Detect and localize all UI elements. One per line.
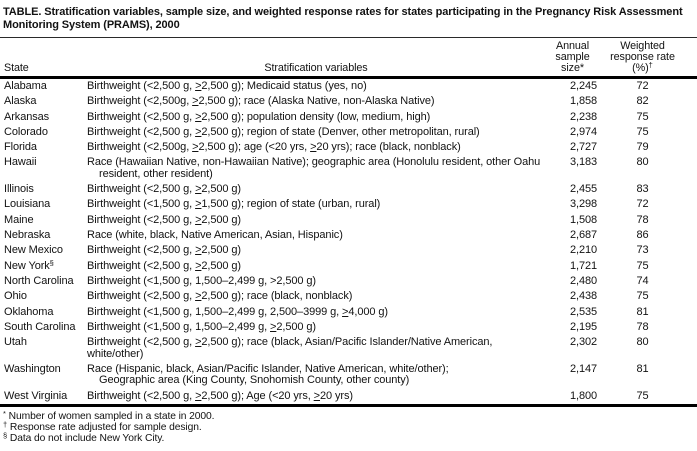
variables-cell: [87, 337, 545, 360]
footnotes: [0, 407, 697, 445]
state-cell: Nebraska: [4, 229, 51, 242]
variables-cell: [87, 199, 545, 210]
variables-line: Birthweight (<2,500 g, >2,500 g); region of state (Denver, other metropolitan, rural): [87, 125, 480, 138]
variables-line: Birthweight (<2,500 g, >2,500 g): [87, 213, 241, 226]
sample-size-cell: 1,721: [569, 259, 597, 272]
sample-size-cell: 3,298: [569, 198, 597, 211]
response-rate-cell: 72: [636, 198, 649, 211]
column-header-stratification-variables: Stratification variables: [264, 62, 368, 74]
state-cell: West Virginia: [4, 389, 68, 402]
variables-cell: [87, 142, 545, 153]
column-header-weighted-response-rate: Weighted response rate (%)†: [610, 40, 675, 74]
variables-line: Birthweight (<2,500 g, >2,500 g); population density (low, medium, high): [87, 110, 431, 123]
state-cell: Louisiana: [4, 198, 51, 211]
state-cell: Florida: [4, 141, 37, 154]
footnote-marker: †: [3, 420, 8, 430]
table-row: [0, 110, 697, 125]
state-cell: Hawaii: [4, 156, 37, 169]
table-row: [0, 94, 697, 109]
state-cell: Illinois: [4, 183, 34, 196]
state-cell: New York§: [4, 258, 54, 272]
sample-size-cell: 1,800: [569, 389, 597, 402]
table-row: [0, 259, 697, 274]
table-row: [0, 213, 697, 228]
response-rate-cell: 80: [636, 156, 649, 169]
column-header-state: State: [4, 62, 29, 74]
response-rate-cell: 81: [636, 305, 649, 318]
variables-cell: [87, 184, 545, 195]
state-cell: Oklahoma: [4, 305, 54, 318]
variables-line: resident, other resident): [99, 167, 213, 180]
state-cell: South Carolina: [4, 320, 76, 333]
variables-cell: [87, 291, 545, 302]
table-row: [0, 228, 697, 243]
variables-cell: [87, 112, 545, 123]
response-rate-cell: 75: [636, 389, 649, 402]
variables-line: Birthweight (<2,500 g, >2,500 g); Age (<20 yrs, >20 yrs): [87, 389, 353, 402]
response-rate-cell: 75: [636, 259, 649, 272]
sample-size-cell: 2,438: [569, 290, 597, 303]
variables-cell: [87, 230, 545, 241]
variables-cell: [87, 261, 545, 272]
table-header-row: [0, 38, 697, 76]
table-row: [0, 140, 697, 155]
variables-line: Race (white, black, Native American, Asian, Hispanic): [87, 229, 343, 242]
footnote: [3, 433, 697, 444]
sample-size-cell: 2,974: [569, 125, 597, 138]
response-rate-cell: 78: [636, 320, 649, 333]
sample-size-cell: 2,238: [569, 110, 597, 123]
response-rate-cell: 73: [636, 244, 649, 257]
table-title-line2: Monitoring System (PRAMS), 2000: [3, 19, 180, 31]
state-cell: Utah: [4, 336, 27, 349]
variables-cell: [87, 96, 545, 107]
response-rate-cell: 75: [636, 125, 649, 138]
variables-line: Birthweight (<2,500g, >2,500 g); age (<20 yrs, >20 yrs); race (black, nonblack): [87, 141, 461, 154]
state-cell: Ohio: [4, 290, 27, 303]
table-body: [0, 79, 697, 404]
table-row: [0, 335, 697, 362]
variables-cell: [87, 157, 545, 180]
sample-size-cell: 2,210: [569, 244, 597, 257]
table-row: [0, 125, 697, 140]
table-row: [0, 197, 697, 212]
table-row: [0, 389, 697, 404]
sample-size-cell: 2,727: [569, 141, 597, 154]
variables-line: Birthweight (<2,500 g, >2,500 g): [87, 259, 241, 272]
sample-size-cell: 1,858: [569, 95, 597, 108]
footnote-text: Number of women sampled in a state in 2000.: [5, 410, 215, 422]
table-row: [0, 320, 697, 335]
variables-cell: [87, 245, 545, 256]
footnote: [3, 422, 697, 433]
variables-line: Birthweight (<1,500 g, 1,500–2,499 g, 2,500–3999 g, >4,000 g): [87, 305, 388, 318]
response-rate-cell: 86: [636, 229, 649, 242]
variables-cell: [87, 307, 545, 318]
state-cell: Alabama: [4, 80, 47, 92]
variables-line: Race (Hispanic, black, Asian/Pacific Islander, Native American, white/other);: [87, 362, 449, 375]
sample-size-cell: 2,147: [569, 362, 597, 375]
sample-size-cell: 1,508: [569, 213, 597, 226]
table-row: [0, 243, 697, 258]
variables-cell: [87, 391, 545, 402]
variables-line: Birthweight (<2,500 g, >2,500 g); Medicaid status (yes, no): [87, 80, 367, 92]
variables-cell: [87, 322, 545, 333]
variables-line: Birthweight (<2,500 g, >2,500 g): [87, 183, 241, 196]
variables-line: Birthweight (<1,500 g, >1,500 g); region of state (urban, rural): [87, 198, 381, 211]
table-row: [0, 362, 697, 389]
footnote: [3, 408, 697, 422]
state-cell: Washington: [4, 362, 61, 375]
response-rate-cell: 74: [636, 274, 649, 287]
sample-size-cell: 2,302: [569, 336, 597, 349]
state-cell: Arkansas: [4, 110, 50, 123]
state-cell: Colorado: [4, 125, 48, 138]
response-rate-cell: 82: [636, 95, 649, 108]
variables-line: Race (Hawaiian Native, non-Hawaiian Native); geographic area (Honolulu resident, other Oahu: [87, 156, 541, 169]
variables-line: Birthweight (<1,500 g, 1,500–2,499 g, >2,500 g): [87, 320, 316, 333]
table-row: [0, 79, 697, 94]
response-rate-cell: 80: [636, 336, 649, 349]
variables-line: Birthweight (<2,500 g, >2,500 g); race (black, Asian/Pacific Islander/Native American, white/other): [87, 336, 493, 360]
response-rate-cell: 75: [636, 290, 649, 303]
state-cell: New Mexico: [4, 244, 63, 257]
footnote-text: Data do not include New York City.: [7, 433, 165, 445]
variables-line: Birthweight (<2,500g, >2,500 g); race (Alaska Native, non-Alaska Native): [87, 95, 435, 108]
variables-cell: [87, 364, 545, 387]
variables-line: Birthweight (<1,500 g, 1,500–2,499 g, >2,500 g): [87, 274, 316, 287]
sample-size-cell: 2,245: [569, 80, 597, 92]
variables-cell: [87, 215, 545, 226]
footnote-marker: §: [3, 431, 8, 441]
sample-size-cell: 3,183: [569, 156, 597, 169]
variables-cell: [87, 81, 545, 92]
column-header-annual-sample-size: Annual sample size*: [555, 40, 590, 74]
table-row: [0, 305, 697, 320]
state-cell: Alaska: [4, 95, 37, 108]
response-rate-cell: 79: [636, 141, 649, 154]
table-row: [0, 182, 697, 197]
response-rate-cell: 75: [636, 110, 649, 123]
table-row: [0, 289, 697, 304]
response-rate-cell: 81: [636, 362, 649, 375]
variables-cell: [87, 127, 545, 138]
state-cell: North Carolina: [4, 274, 74, 287]
table-row: [0, 274, 697, 289]
response-rate-cell: 83: [636, 183, 649, 196]
state-cell: Maine: [4, 213, 34, 226]
variables-cell: [87, 276, 545, 287]
sample-size-cell: 2,195: [569, 320, 597, 333]
footnote-marker: *: [3, 408, 6, 418]
variables-line: Geographic area (King County, Snohomish County, other county): [99, 374, 410, 387]
response-rate-cell: 78: [636, 213, 649, 226]
table-row: [0, 155, 697, 182]
sample-size-cell: 2,535: [569, 305, 597, 318]
variables-line: Birthweight (<2,500 g, >2,500 g): [87, 244, 241, 257]
sample-size-cell: 2,687: [569, 229, 597, 242]
footnote-text: Response rate adjusted for sample design.: [7, 422, 202, 434]
variables-line: Birthweight (<2,500 g, >2,500 g); race (black, nonblack): [87, 290, 353, 303]
table-title: [0, 0, 697, 37]
response-rate-cell: 72: [636, 80, 649, 92]
sample-size-cell: 2,480: [569, 274, 597, 287]
table-title-line1: TABLE. Stratification variables, sample size, and weighted response rates for states participating in the Pregnancy Risk Assessment: [3, 6, 683, 18]
sample-size-cell: 2,455: [569, 183, 597, 196]
